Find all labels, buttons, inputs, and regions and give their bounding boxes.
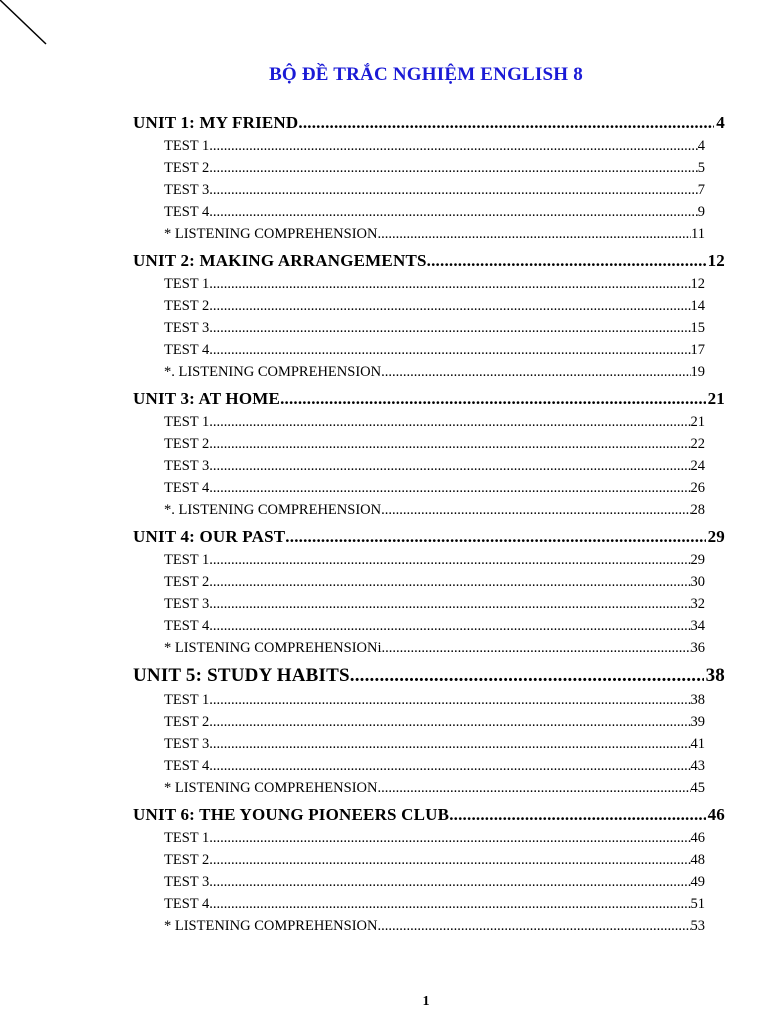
entry-page: 5 [697,160,705,176]
entry-page: 28 [690,502,705,518]
entry-page: 38 [690,692,705,708]
unit-title: UNIT 4: OUR PAST [133,527,286,546]
unit-page: 12 [707,251,725,270]
document-title: BỘ ĐỀ TRẮC NGHIỆM ENGLISH 8 [269,64,583,85]
dot-leader [209,893,690,915]
toc-unit-1 [133,111,725,245]
dot-leader [382,637,691,659]
dot-leader [381,361,690,383]
toc-entry[interactable] [164,893,705,915]
entry-title: TEST 1 [164,414,210,430]
entry-title: TEST 2 [164,852,210,868]
entry-page: 30 [690,574,705,590]
dot-leader [209,571,690,593]
dot-leader [209,135,698,157]
entry-title: TEST 3 [164,458,210,474]
toc-entry[interactable] [164,849,705,871]
dot-leader [377,915,690,937]
toc-entry[interactable] [164,477,705,499]
entry-title: TEST 3 [164,874,210,890]
entry-title: TEST 3 [164,182,210,198]
toc-entry[interactable] [164,615,705,637]
entry-title: TEST 1 [164,276,210,292]
toc-entry[interactable] [164,411,705,433]
entry-page: 34 [690,618,705,634]
entry-title: * LISTENING COMPREHENSION [164,918,378,934]
entry-page: 11 [691,226,705,242]
toc-unit-4 [133,525,725,659]
toc-entry[interactable] [164,295,705,317]
entry-page: 41 [690,736,705,752]
dot-leader [209,317,690,339]
entry-page: 14 [690,298,705,314]
entry-title: * LISTENING COMPREHENSION [164,780,378,796]
entry-title: TEST 4 [164,204,210,220]
dot-leader [209,711,690,733]
dot-leader [209,593,690,615]
entry-page: 7 [697,182,705,198]
toc-entry[interactable] [164,201,705,223]
unit-entries [164,135,705,245]
entry-title: TEST 4 [164,758,210,774]
unit-entries [164,549,705,659]
dot-leader [209,157,698,179]
entry-page: 24 [690,458,705,474]
unit-title: UNIT 2: MAKING ARRANGEMENTS [133,251,427,270]
toc-entry[interactable] [164,273,705,295]
unit-entries [164,827,705,937]
dot-leader [285,525,705,549]
unit-title: UNIT 1: MY FRIEND [133,113,299,132]
toc-entry[interactable] [164,499,705,521]
toc-entry[interactable] [164,361,705,383]
entry-page: 15 [690,320,705,336]
toc-entry[interactable] [164,733,705,755]
unit-page: 4 [716,113,725,132]
entry-title: TEST 3 [164,736,210,752]
entry-page: 43 [690,758,705,774]
entry-page: 32 [690,596,705,612]
dot-leader [377,777,690,799]
dot-leader [350,663,704,689]
toc-unit-5 [133,663,725,799]
toc-entry[interactable] [164,455,705,477]
dot-leader [209,871,690,893]
entry-page: 48 [690,852,705,868]
dot-leader [209,433,690,455]
toc-entry[interactable] [164,711,705,733]
toc-entry[interactable] [164,339,705,361]
dot-leader [209,549,690,571]
corner-fold-line [0,0,60,60]
toc-entry[interactable] [164,915,705,937]
entry-page: 12 [690,276,705,292]
entry-page: 9 [697,204,705,220]
dot-leader [377,223,691,245]
toc-entry[interactable] [164,549,705,571]
unit-heading[interactable] [133,803,725,827]
dot-leader [209,179,698,201]
unit-page: 29 [707,527,725,546]
entry-title: * LISTENING COMPREHENSION [164,226,378,242]
unit-page: 21 [707,389,725,408]
dot-leader [209,849,690,871]
dot-leader [209,201,698,223]
unit-entries [164,411,705,521]
entry-title: TEST 4 [164,896,210,912]
dot-leader [209,755,690,777]
toc-entry[interactable] [164,637,705,659]
dot-leader [209,615,690,637]
dot-leader [209,411,690,433]
entry-title: TEST 2 [164,160,210,176]
dot-leader [209,733,690,755]
entry-title: TEST 4 [164,480,210,496]
entry-page: 29 [690,552,705,568]
entry-title: *. LISTENING COMPREHENSION [164,364,382,380]
entry-page: 26 [690,480,705,496]
entry-title: TEST 1 [164,552,210,568]
entry-page: 4 [697,138,705,154]
dot-leader [209,273,690,295]
entry-title: TEST 1 [164,692,210,708]
unit-heading[interactable] [133,111,725,135]
toc-entry[interactable] [164,157,705,179]
toc-entry[interactable] [164,689,705,711]
entry-page: 22 [690,436,705,452]
entry-page: 49 [690,874,705,890]
toc-entry[interactable] [164,827,705,849]
toc-entry[interactable] [164,179,705,201]
unit-title: UNIT 3: AT HOME [133,389,281,408]
unit-page: 46 [707,805,725,824]
entry-page: 53 [690,918,705,934]
dot-leader [209,689,690,711]
unit-entries [164,689,705,799]
entry-title: * LISTENING COMPREHENSIONi [164,640,382,656]
dot-leader [427,249,706,273]
entry-page: 21 [690,414,705,430]
toc-unit-2 [133,249,725,383]
entry-title: TEST 4 [164,618,210,634]
entry-page: 36 [690,640,705,656]
dot-leader [209,827,690,849]
entry-title: TEST 3 [164,596,210,612]
unit-heading[interactable] [133,525,725,549]
entry-title: TEST 1 [164,830,210,846]
unit-heading[interactable] [133,387,725,411]
toc-entry[interactable] [164,593,705,615]
entry-title: TEST 2 [164,436,210,452]
dot-leader [209,295,690,317]
entry-page: 17 [690,342,705,358]
entry-title: *. LISTENING COMPREHENSION [164,502,382,518]
toc-entry[interactable] [164,433,705,455]
unit-entries [164,273,705,383]
dot-leader [209,477,690,499]
unit-page: 38 [705,665,725,686]
toc-entry[interactable] [164,135,705,157]
unit-heading[interactable] [133,249,725,273]
entry-page: 51 [690,896,705,912]
entry-page: 39 [690,714,705,730]
toc-entry[interactable] [164,755,705,777]
entry-title: TEST 4 [164,342,210,358]
toc-unit-3 [133,387,725,521]
unit-title: UNIT 5: STUDY HABITS [133,665,350,686]
entry-title: TEST 1 [164,138,210,154]
toc-entry[interactable] [164,777,705,799]
toc-entry[interactable] [164,571,705,593]
dot-leader [209,339,690,361]
unit-heading[interactable] [133,663,725,689]
entry-title: TEST 3 [164,320,210,336]
dot-leader [280,387,706,411]
dot-leader [209,455,690,477]
entry-title: TEST 2 [164,714,210,730]
page-number: 1 [422,994,430,1009]
toc-entry[interactable] [164,223,705,245]
dot-leader [381,499,690,521]
toc-unit-6 [133,803,725,937]
unit-title: UNIT 6: THE YOUNG PIONEERS CLUB [133,805,450,824]
dot-leader [449,803,705,827]
entry-title: TEST 2 [164,574,210,590]
entry-page: 19 [690,364,705,380]
toc-entry[interactable] [164,871,705,893]
table-of-contents [133,111,725,941]
dot-leader [298,111,714,135]
entry-title: TEST 2 [164,298,210,314]
entry-page: 46 [690,830,705,846]
toc-entry[interactable] [164,317,705,339]
entry-page: 45 [690,780,705,796]
